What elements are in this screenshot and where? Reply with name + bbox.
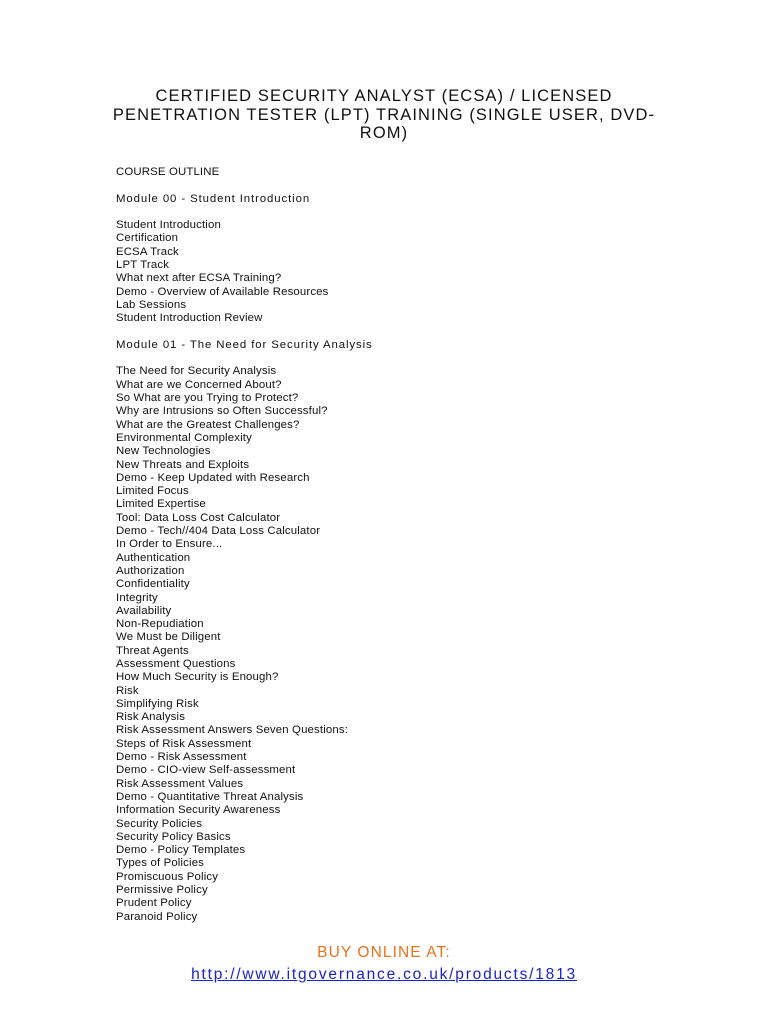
list-item: Student Introduction bbox=[116, 219, 221, 232]
list-item: Risk Analysis bbox=[116, 711, 186, 724]
list-item: Risk Assessment Answers Seven Questions: bbox=[116, 724, 349, 737]
list-item: Confidentiality bbox=[116, 578, 190, 591]
module-section bbox=[116, 339, 676, 924]
list-item: Permissive Policy bbox=[116, 884, 208, 897]
list-item: Limited Expertise bbox=[116, 498, 206, 511]
course-outline bbox=[116, 166, 676, 924]
list-item: Lab Sessions bbox=[116, 298, 187, 311]
list-item: The Need for Security Analysis bbox=[116, 365, 277, 378]
list-item: Demo - Tech//404 Data Loss Calculator bbox=[116, 525, 321, 538]
list-item: Assessment Questions bbox=[116, 657, 236, 670]
module-heading: Module 00 - Student Introduction bbox=[116, 192, 311, 205]
list-item: Demo - Overview of Available Resources bbox=[116, 285, 329, 298]
product-link[interactable]: http://www.itgovernance.co.uk/products/1813 bbox=[191, 966, 577, 983]
list-item: Limited Focus bbox=[116, 485, 189, 498]
list-item: Steps of Risk Assessment bbox=[116, 737, 252, 750]
list-item: So What are you Trying to Protect? bbox=[116, 392, 299, 405]
list-item: Types of Policies bbox=[116, 857, 205, 870]
list-item: Security Policy Basics bbox=[116, 830, 231, 843]
list-item: Risk Assessment Values bbox=[116, 777, 244, 790]
list-item: How Much Security is Enough? bbox=[116, 671, 279, 684]
list-item: Non-Repudiation bbox=[116, 618, 204, 631]
list-item: Prudent Policy bbox=[116, 897, 192, 910]
list-item: Tool: Data Loss Cost Calculator bbox=[116, 511, 281, 524]
list-item: New Threats and Exploits bbox=[116, 458, 250, 471]
list-item: What are the Greatest Challenges? bbox=[116, 418, 300, 431]
buy-online-label: BUY ONLINE AT: bbox=[317, 944, 451, 961]
list-item: What are we Concerned About? bbox=[116, 378, 282, 391]
list-item: In Order to Ensure... bbox=[116, 538, 223, 551]
list-item: What next after ECSA Training? bbox=[116, 272, 282, 285]
list-item: Demo - CIO-view Self-assessment bbox=[116, 764, 296, 777]
list-item: ECSA Track bbox=[116, 245, 179, 258]
list-item: Integrity bbox=[116, 591, 158, 604]
list-item: Demo - Keep Updated with Research bbox=[116, 471, 310, 484]
list-item: Student Introduction Review bbox=[116, 312, 263, 325]
footer bbox=[0, 943, 768, 985]
list-item: Certification bbox=[116, 232, 179, 245]
list-item: Availability bbox=[116, 604, 172, 617]
list-item: Promiscuous Policy bbox=[116, 870, 219, 883]
list-item: LPT Track bbox=[116, 259, 170, 272]
module-topic-list bbox=[116, 219, 676, 325]
list-item: Authentication bbox=[116, 551, 191, 564]
module-topic-list bbox=[116, 365, 676, 923]
list-item: New Technologies bbox=[116, 445, 211, 458]
list-item: Simplifying Risk bbox=[116, 697, 199, 710]
list-item: Demo - Policy Templates bbox=[116, 844, 246, 857]
list-item: Risk bbox=[116, 684, 139, 697]
list-item: Authorization bbox=[116, 564, 185, 577]
list-item: Demo - Quantitative Threat Analysis bbox=[116, 790, 304, 803]
list-item: Information Security Awareness bbox=[116, 804, 281, 817]
list-item: Environmental Complexity bbox=[116, 431, 252, 444]
list-item: Security Policies bbox=[116, 817, 203, 830]
list-item: Demo - Risk Assessment bbox=[116, 751, 247, 764]
list-item: Why are Intrusions so Often Successful? bbox=[116, 405, 328, 418]
list-item: Threat Agents bbox=[116, 644, 189, 657]
course-outline-label: COURSE OUTLINE bbox=[116, 166, 220, 178]
list-item: We Must be Diligent bbox=[116, 631, 221, 644]
list-item: Paranoid Policy bbox=[116, 910, 198, 923]
module-heading: Module 01 - The Need for Security Analysis bbox=[116, 338, 373, 351]
page-title: CERTIFIED SECURITY ANALYST (ECSA) / LICENSED PENETRATION TESTER (LPT) TRAINING (SINGLE USER, DVD-ROM) bbox=[112, 87, 656, 142]
module-section bbox=[116, 193, 676, 326]
